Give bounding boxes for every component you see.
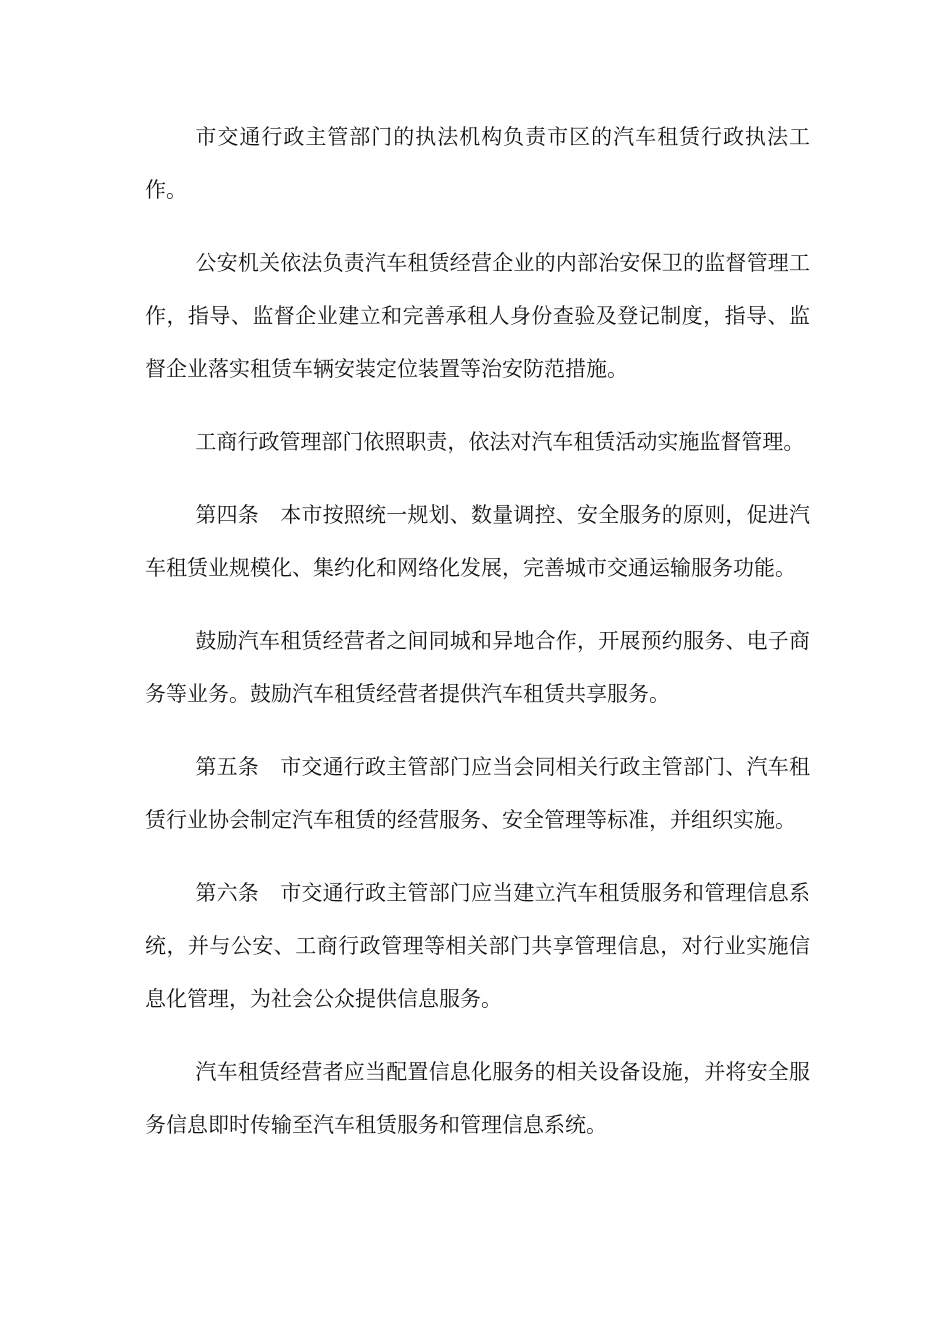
paragraph-article-4: 第四条 本市按照统一规划、数量调控、安全服务的原则，促进汽车租赁业规模化、集约化和网络化发展，完善城市交通运输服务功能。 — [145, 503, 810, 580]
document-body — [145, 111, 810, 1172]
paragraph-information-equipment: 汽车租赁经营者应当配置信息化服务的相关设备设施，并将安全服务信息即时传输至汽车租赁服务和管理信息系统。 — [145, 1060, 810, 1137]
paragraph-encourage-cooperation: 鼓励汽车租赁经营者之间同城和异地合作，开展预约服务、电子商务等业务。鼓励汽车租赁经营者提供汽车租赁共享服务。 — [145, 629, 810, 706]
paragraph-public-security: 公安机关依法负责汽车租赁经营企业的内部治安保卫的监督管理工作，指导、监督企业建立和完善承租人身份查验及登记制度，指导、监督企业落实租赁车辆安装定位装置等治安防范措施。 — [145, 251, 810, 381]
paragraph-enforcement: 市交通行政主管部门的执法机构负责市区的汽车租赁行政执法工作。 — [145, 125, 810, 202]
paragraph-industry-commerce: 工商行政管理部门依照职责，依法对汽车租赁活动实施监督管理。 — [195, 430, 805, 454]
paragraph-article-6: 第六条 市交通行政主管部门应当建立汽车租赁服务和管理信息系统，并与公安、工商行政管理等相关部门共享管理信息，对行业实施信息化管理，为社会公众提供信息服务。 — [145, 881, 810, 1011]
paragraph-article-5: 第五条 市交通行政主管部门应当会同相关行政主管部门、汽车租赁行业协会制定汽车租赁的经营服务、安全管理等标准，并组织实施。 — [145, 755, 810, 832]
